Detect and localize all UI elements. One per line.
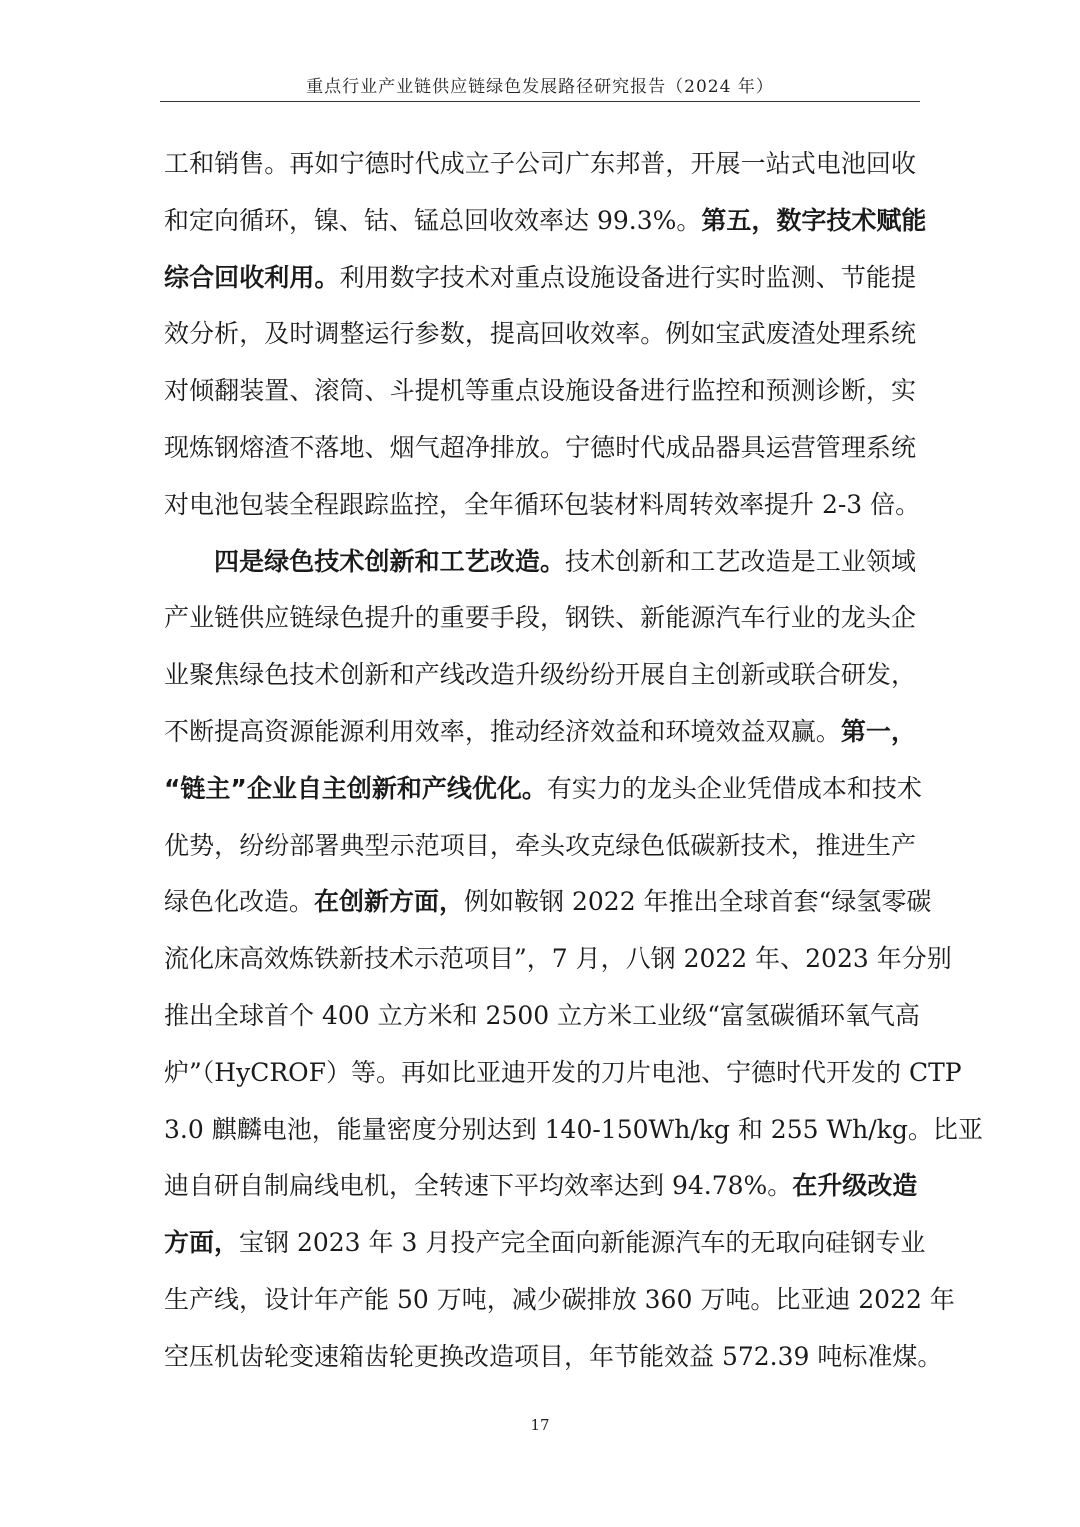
text-run: 流化床高效炼铁新技术示范项目”，7 月，八钢 2022 年、2023 年分别	[164, 944, 952, 974]
text-run: 效分析，及时调整运行参数，提高回收效率。例如宝武废渣处理系统	[164, 319, 916, 349]
text-line	[164, 1045, 962, 1102]
text-line	[164, 761, 922, 818]
text-line	[164, 818, 916, 875]
text-line	[164, 931, 952, 988]
text-line	[164, 136, 916, 193]
text-run: 例如鞍钢 2022 年推出全球首套“绿氢零碳	[464, 887, 932, 917]
text-line	[164, 306, 916, 363]
text-run: 有实力的龙头企业凭借成本和技术	[546, 773, 922, 803]
bold-text-run: 综合回收利用。	[164, 262, 340, 292]
text-run: 优势，纷纷部署典型示范项目，牵头攻克绿色低碳新技术，推进生产	[164, 830, 916, 860]
text-line	[164, 590, 916, 647]
body-text	[164, 136, 983, 1386]
text-line	[164, 477, 921, 534]
text-run: 利用数字技术对重点设施设备进行实时监测、节能提	[339, 262, 916, 292]
text-line	[164, 250, 916, 307]
text-run: 炉”（HyCROF）等。再如比亚迪开发的刀片电池、宁德时代开发的 CTP	[164, 1057, 962, 1087]
text-line	[164, 1215, 926, 1272]
text-run: 和定向循环，镍、钴、锰总回收效率达 99.3%。	[164, 205, 702, 235]
text-line	[164, 534, 916, 591]
text-run: 技术创新和工艺改造是工业领域	[565, 546, 916, 576]
text-line	[164, 874, 932, 931]
running-header: 重点行业产业链供应链绿色发展路径研究报告（2024 年）	[306, 77, 774, 97]
text-line	[164, 1158, 916, 1215]
text-line	[164, 988, 920, 1045]
text-line	[164, 1329, 943, 1386]
text-line	[164, 1272, 955, 1329]
text-run: 不断提高资源能源利用效率，推动经济效益和环境效益双赢。	[164, 716, 841, 746]
text-run: 推出全球首个 400 立方米和 2500 立方米工业级“富氢碳循环氧气高	[164, 1000, 920, 1030]
bold-text-run: 在升级改造	[792, 1171, 918, 1201]
text-run: 业聚焦绿色技术创新和产线改造升级纷纷开展自主创新或联合研发，	[164, 660, 916, 690]
header-divider	[160, 101, 920, 102]
text-run: 空压机齿轮变速箱齿轮更换改造项目，年节能效益 572.39 吨标准煤。	[164, 1341, 943, 1371]
text-run: 现炼钢熔渣不落地、烟气超净排放。宁德时代成品器具运营管理系统	[164, 432, 916, 462]
text-run: 宝钢 2023 年 3 月投产完全面向新能源汽车的无取向硅钢专业	[239, 1228, 926, 1258]
text-run: 产业链供应链绿色提升的重要手段，钢铁、新能源汽车行业的龙头企	[164, 603, 916, 633]
text-line	[164, 193, 927, 250]
page-number: 17	[530, 1416, 550, 1434]
text-line	[164, 363, 916, 420]
text-run: 对倾翻装置、滚筒、斗提机等重点设施设备进行监控和预测诊断，实	[164, 376, 916, 406]
bold-text-run: “链主”企业自主创新和产线优化。	[164, 773, 547, 803]
text-run: 对电池包装全程跟踪监控，全年循环包装材料周转效率提升 2-3 倍。	[164, 489, 921, 519]
text-line	[164, 420, 916, 477]
text-run: 绿色化改造。	[164, 887, 315, 917]
bold-text-run: 第五，数字技术赋能	[701, 205, 927, 235]
bold-text-run: 在创新方面，	[314, 887, 465, 917]
text-line	[164, 647, 916, 704]
bold-text-run: 方面，	[164, 1228, 240, 1258]
text-run: 迪自研自制扁线电机，全转速下平均效率达到 94.78%。	[164, 1171, 793, 1201]
bold-text-run: 第一，	[840, 716, 916, 746]
text-run: 生产线，设计年产能 50 万吨，减少碳排放 360 万吨。比亚迪 2022 年	[164, 1284, 955, 1314]
text-line	[164, 1102, 983, 1159]
bold-text-run: 四是绿色技术创新和工艺改造。	[214, 546, 566, 576]
text-run: 3.0 麒麟电池，能量密度分别达到 140-150Wh/kg 和 255 Wh/kg。比亚	[164, 1114, 983, 1144]
text-run: 工和销售。再如宁德时代成立子公司广东邦普，开展一站式电池回收	[164, 149, 916, 178]
text-line	[164, 704, 916, 761]
